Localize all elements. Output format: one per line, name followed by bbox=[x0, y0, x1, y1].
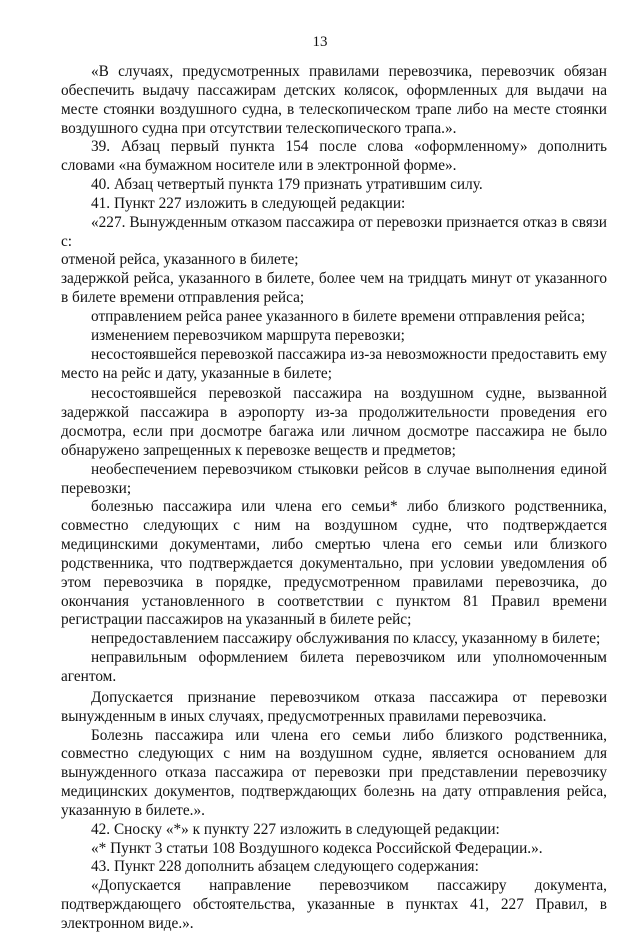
paragraph-route-change: изменением перевозчиком маршрута перевозки; bbox=[91, 326, 405, 344]
paragraph-clause-227: «227. Вынужденным отказом пассажира от перевозки признается отказ в связи с: bbox=[61, 213, 607, 250]
paragraph-ticket-error: неправильным оформлением билета перевозчиком или уполномоченным агентом. bbox=[61, 649, 607, 685]
paragraph-footnote-text: «* Пункт 3 статьи 108 Воздушного кодекса Российской Федерации.». bbox=[91, 839, 543, 857]
paragraph-electronic-document: «Допускается направление перевозчиком пассажиру документа, подтверждающего обстоятельства, указанные в пунктах 41, 227 Правил, в электронном виде.». bbox=[61, 877, 607, 932]
paragraph-no-seat: несостоявшейся перевозкой пассажира из-за невозможности предоставить ему место на рейс и дату, указанные в билете; bbox=[61, 345, 607, 382]
paragraph-illness: болезнью пассажира или члена его семьи* либо близкого родственника, совместно следующих с ним на воздушном судне, что подтверждается медицинскими документами, либо смертью члена его семьи или близкого родственника, что подтверждается документально, при условии уведомления об этом перевозчика в порядке, предусмотренном правилами перевозчика, до окончания установленного в соответствии с пунктом 81 Правил времени регистрации пассажиров на указанный в билете рейс; bbox=[61, 498, 607, 629]
paragraph-illness-basis: Болезнь пассажира или члена его семьи либо близкого родственника, совместно следующих с ним на воздушном судне, является основанием для вынужденного отказа пассажира от перевозки при представлении перевозчику медицинских документов, подтверждающих болезнь на дату отправления рейса, указанную в билете.». bbox=[61, 726, 607, 819]
paragraph-flight-delay: задержкой рейса, указанного в билете, более чем на тридцать минут от указанного в билете времени отправления рейса; bbox=[61, 270, 607, 307]
paragraph-item-41: 41. Пункт 227 изложить в следующей редакции: bbox=[91, 194, 406, 212]
paragraph-item-40: 40. Абзац четвертый пункта 179 признать утратившим силу. bbox=[91, 176, 483, 194]
paragraph-stroller-rule: «В случаях, предусмотренных правилами перевозчика, перевозчик обязан обеспечить выдачу пассажирам детских колясок, оформленных для выдачи на месте стоянки воздушного судна, в телескопическом трапе либо на месте стоянки воздушного судна при отсутствии телескопического трапа.». bbox=[61, 63, 607, 137]
paragraph-security-delay: несостоявшейся перевозкой пассажира на воздушном судне, вызванной задержкой пассажира в аэропорту из-за продолжительности проведения его досмотра, если при досмотре багажа или личном досмотре пассажира не было обнаружено запрещенных к перевозке веществ и предметов; bbox=[61, 385, 607, 459]
paragraph-other-cases: Допускается признание перевозчиком отказа пассажира от перевозки вынужденным в иных случаях, предусмотренных правилами перевозчика. bbox=[61, 688, 607, 725]
paragraph-item-43: 43. Пункт 228 дополнить абзацем следующего содержания: bbox=[91, 858, 479, 876]
paragraph-service-class: непредоставлением пассажиру обслуживания по классу, указанному в билете; bbox=[91, 630, 601, 648]
paragraph-missed-connection: необеспечением перевозчиком стыковки рейсов в случае выполнения единой перевозки; bbox=[61, 460, 607, 497]
paragraph-item-39: 39. Абзац первый пункта 154 после слова «оформленному» дополнить словами «на бумажном носителе или в электронной форме». bbox=[61, 138, 607, 175]
paragraph-early-departure: отправлением рейса ранее указанного в билете времени отправления рейса; bbox=[91, 307, 586, 325]
page-number: 13 bbox=[312, 34, 328, 50]
paragraph-flight-cancellation: отменой рейса, указанного в билете; bbox=[61, 251, 299, 269]
paragraph-item-42: 42. Сноску «*» к пункту 227 изложить в следующей редакции: bbox=[91, 820, 500, 838]
document-body bbox=[61, 63, 607, 934]
